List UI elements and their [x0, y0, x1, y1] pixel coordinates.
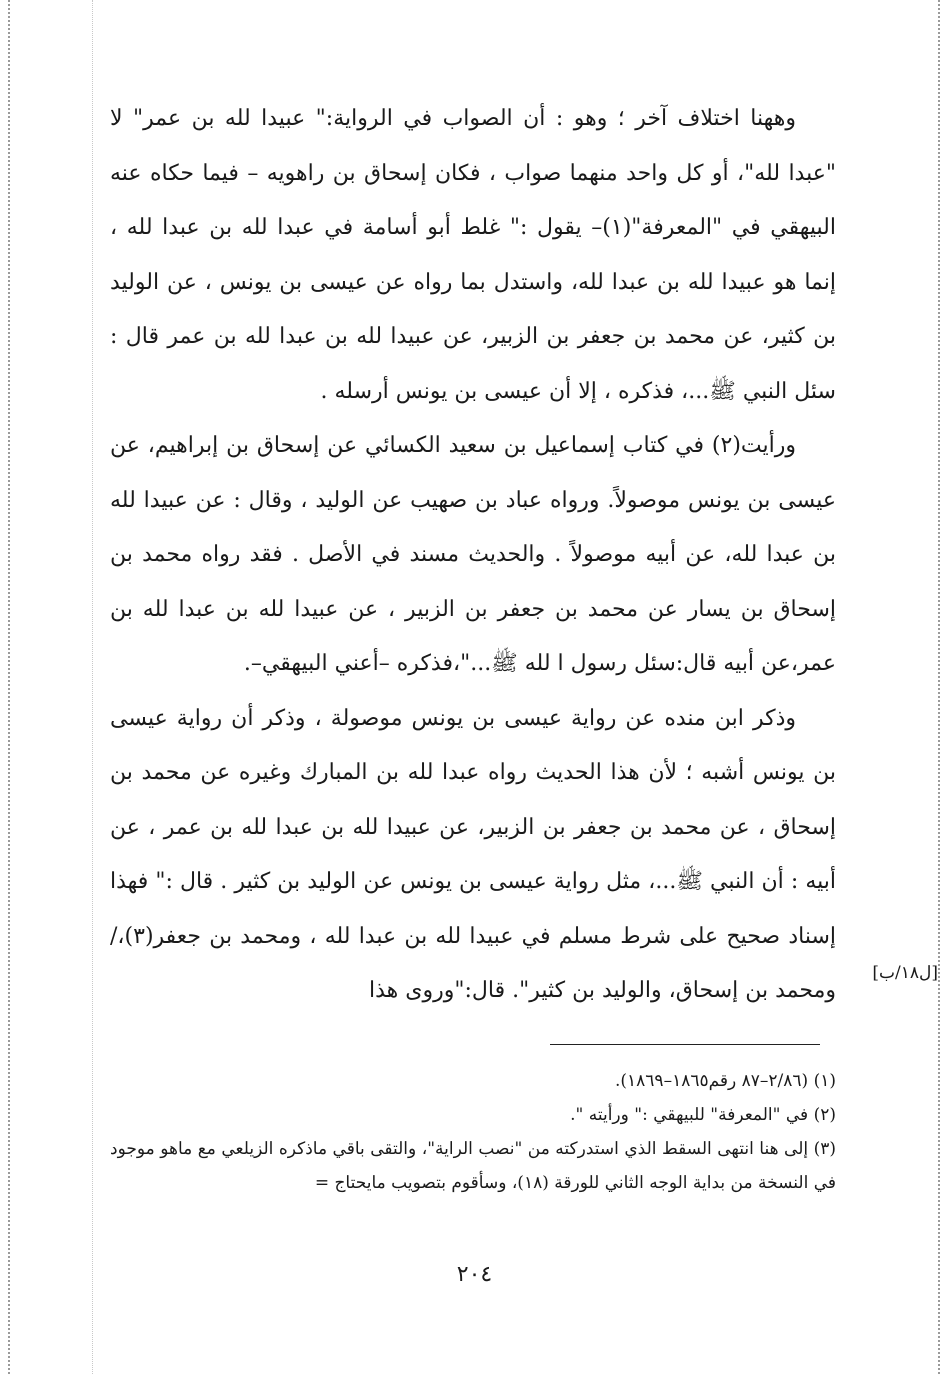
paragraph-1: وههنا اختلاف آخر ؛ وهو : أن الصواب في الرواية:" عبيدا لله بن عمر" لا "عبدا لله"، أو كل واحد منهما صواب ، فكان إسحاق بن راهويه – فيما حكاه عنه البيهقي في "المعرفة"(١)– يقول :" غلط أبو أسامة في عبدا لله بن عبدا لله ، إنما هو عبيدا لله بن عبدا لله، واستدل بما رواه عن عيسى بن يونس ، عن الوليد بن كثير، عن محمد بن جعفر بن الزبير، عن عبيدا لله بن عبدا لله بن عمر قال : سئل النبي ﷺ...، فذكره ، إلا أن عيسى بن يونس أرسله . — [110, 106, 836, 404]
paragraph-3: وذكر ابن منده عن رواية عيسى بن يونس موصولة ، وذكر أن رواية عيسى بن يونس أشبه ؛ لأن هذا الحديث رواه عبدا لله بن المبارك وغيره عن محمد بن إسحاق ، عن محمد بن جعفر بن الزبير، عن عبيدا لله بن عبدا لله بن عمر ، عن أبيه : أن النبي ﷺ...، مثل رواية عيسى بن يونس عن الوليد بن كثير . قال :" فهذا إسناد صحيح على شرط مسلم في عبيدا لله بن عبدا لله ، ومحمد بن جعفر(٣)،/ ومحمد بن إسحاق، والوليد بن كثير". قال:"وروى هذا — [110, 705, 836, 1003]
footnotes — [110, 1064, 836, 1200]
page-number: ٢٠٤ — [456, 1262, 493, 1287]
paragraph-2: ورأيت(٢) في كتاب إسماعيل بن سعيد الكسائي عن إسحاق بن إبراهيم، عن عيسى بن يونس موصولاً. ورواه عباد بن صهيب عن الوليد ، وقال : عن عبيدا لله بن عبدا لله، عن أبيه موصولاً . والحديث مسند في الأصل . فقد رواه محمد بن إسحاق بن يسار عن محمد بن جعفر بن الزبير ، عن عبيدا لله بن عبدا لله بن عمر،عن أبيه قال:سئل رسول ا لله ﷺ..."،فذكره –أعني البيهقي–. — [110, 433, 836, 676]
footnote-1: (١) (٢/٨٦–٨٧ رقم١٨٦٥–١٨٦٩). — [614, 1071, 836, 1091]
scan-edge-right — [938, 0, 940, 1374]
scan-edge-left — [8, 0, 10, 1374]
footnote-separator — [550, 1044, 820, 1045]
manuscript-folio-marker: [ل١٨/ب] — [872, 963, 938, 983]
footnote-3: (٣) إلى هنا انتهى السقط الذي استدركته من "نصب الراية"، والتقى باقي ماذكره الزيلعي مع ماهو موجود في النسخة من بداية الوجه الثاني للورقة (١٨)، وسأقوم بتصويب مايحتاج = — [110, 1139, 836, 1193]
scan-edge-left-inner — [92, 0, 93, 1374]
body-text — [110, 92, 836, 1019]
footnote-2: (٢) في "المعرفة" للبيهقي :" ورأيته ". — [570, 1105, 836, 1125]
